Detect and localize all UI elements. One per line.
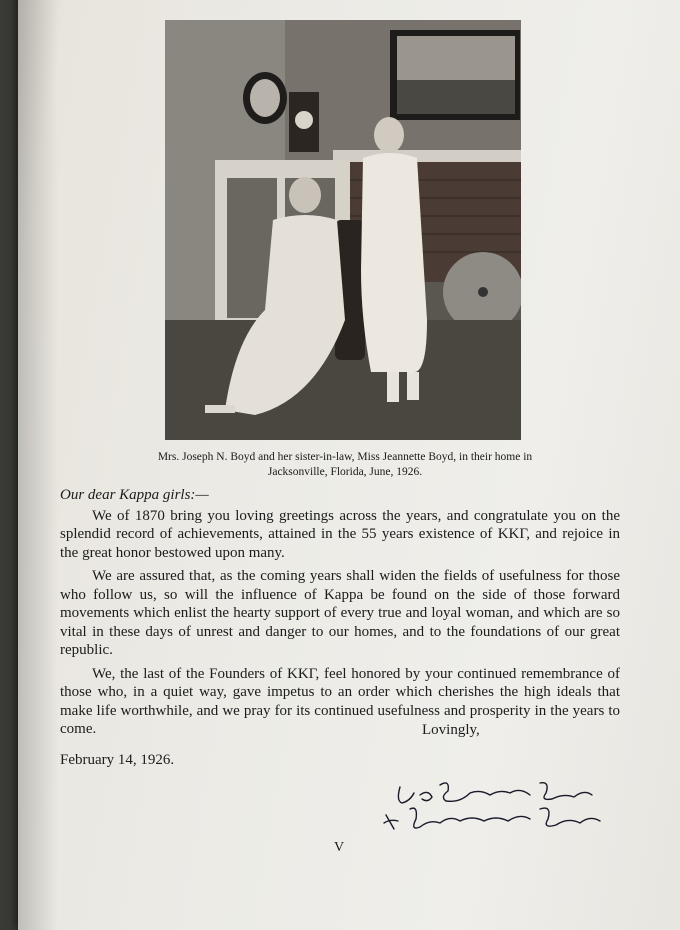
letter-salutation: Our dear Kappa girls:— bbox=[60, 487, 209, 503]
letter-body bbox=[60, 486, 620, 744]
page-gutter-shadow bbox=[18, 0, 58, 930]
photograph bbox=[165, 20, 521, 440]
letter-date: February 14, 1926. bbox=[60, 752, 175, 768]
page-number: V bbox=[334, 840, 345, 855]
photo-caption: Mrs. Joseph N. Boyd and her sister-in-law, Miss Jeannette Boyd, in their home in Jacksonville, Florida, June, 1926. bbox=[157, 451, 533, 478]
letter-paragraph-1: We of 1870 bring you loving greetings across the years, and congratulate you on the splendid record of achievements, attained in the 55 years existence of ΚΚΓ, and rejoice in the great honor bestowed upon many. bbox=[60, 507, 620, 561]
letter-paragraph-2: We are assured that, as the coming years shall widen the fields of usefulness for those who follow us, so will the influence of Kappa be found on the side of those forward movements which enlist the hearty support of every true and loyal woman, and which are so vital in these days of unrest and danger to our homes, and to the foundations of our great republic. bbox=[60, 568, 620, 658]
handwritten-signatures bbox=[380, 775, 620, 835]
letter-valediction: Lovingly, bbox=[422, 722, 480, 738]
letter-paragraph-3: We, the last of the Founders of ΚΚΓ, feel honored by your continued remembrance of those who, in a quiet way, gave impetus to an order which cherishes the high ideals that make life worthwhile, and we pray for its continued usefulness and prosperity in the years to come. bbox=[60, 665, 620, 737]
